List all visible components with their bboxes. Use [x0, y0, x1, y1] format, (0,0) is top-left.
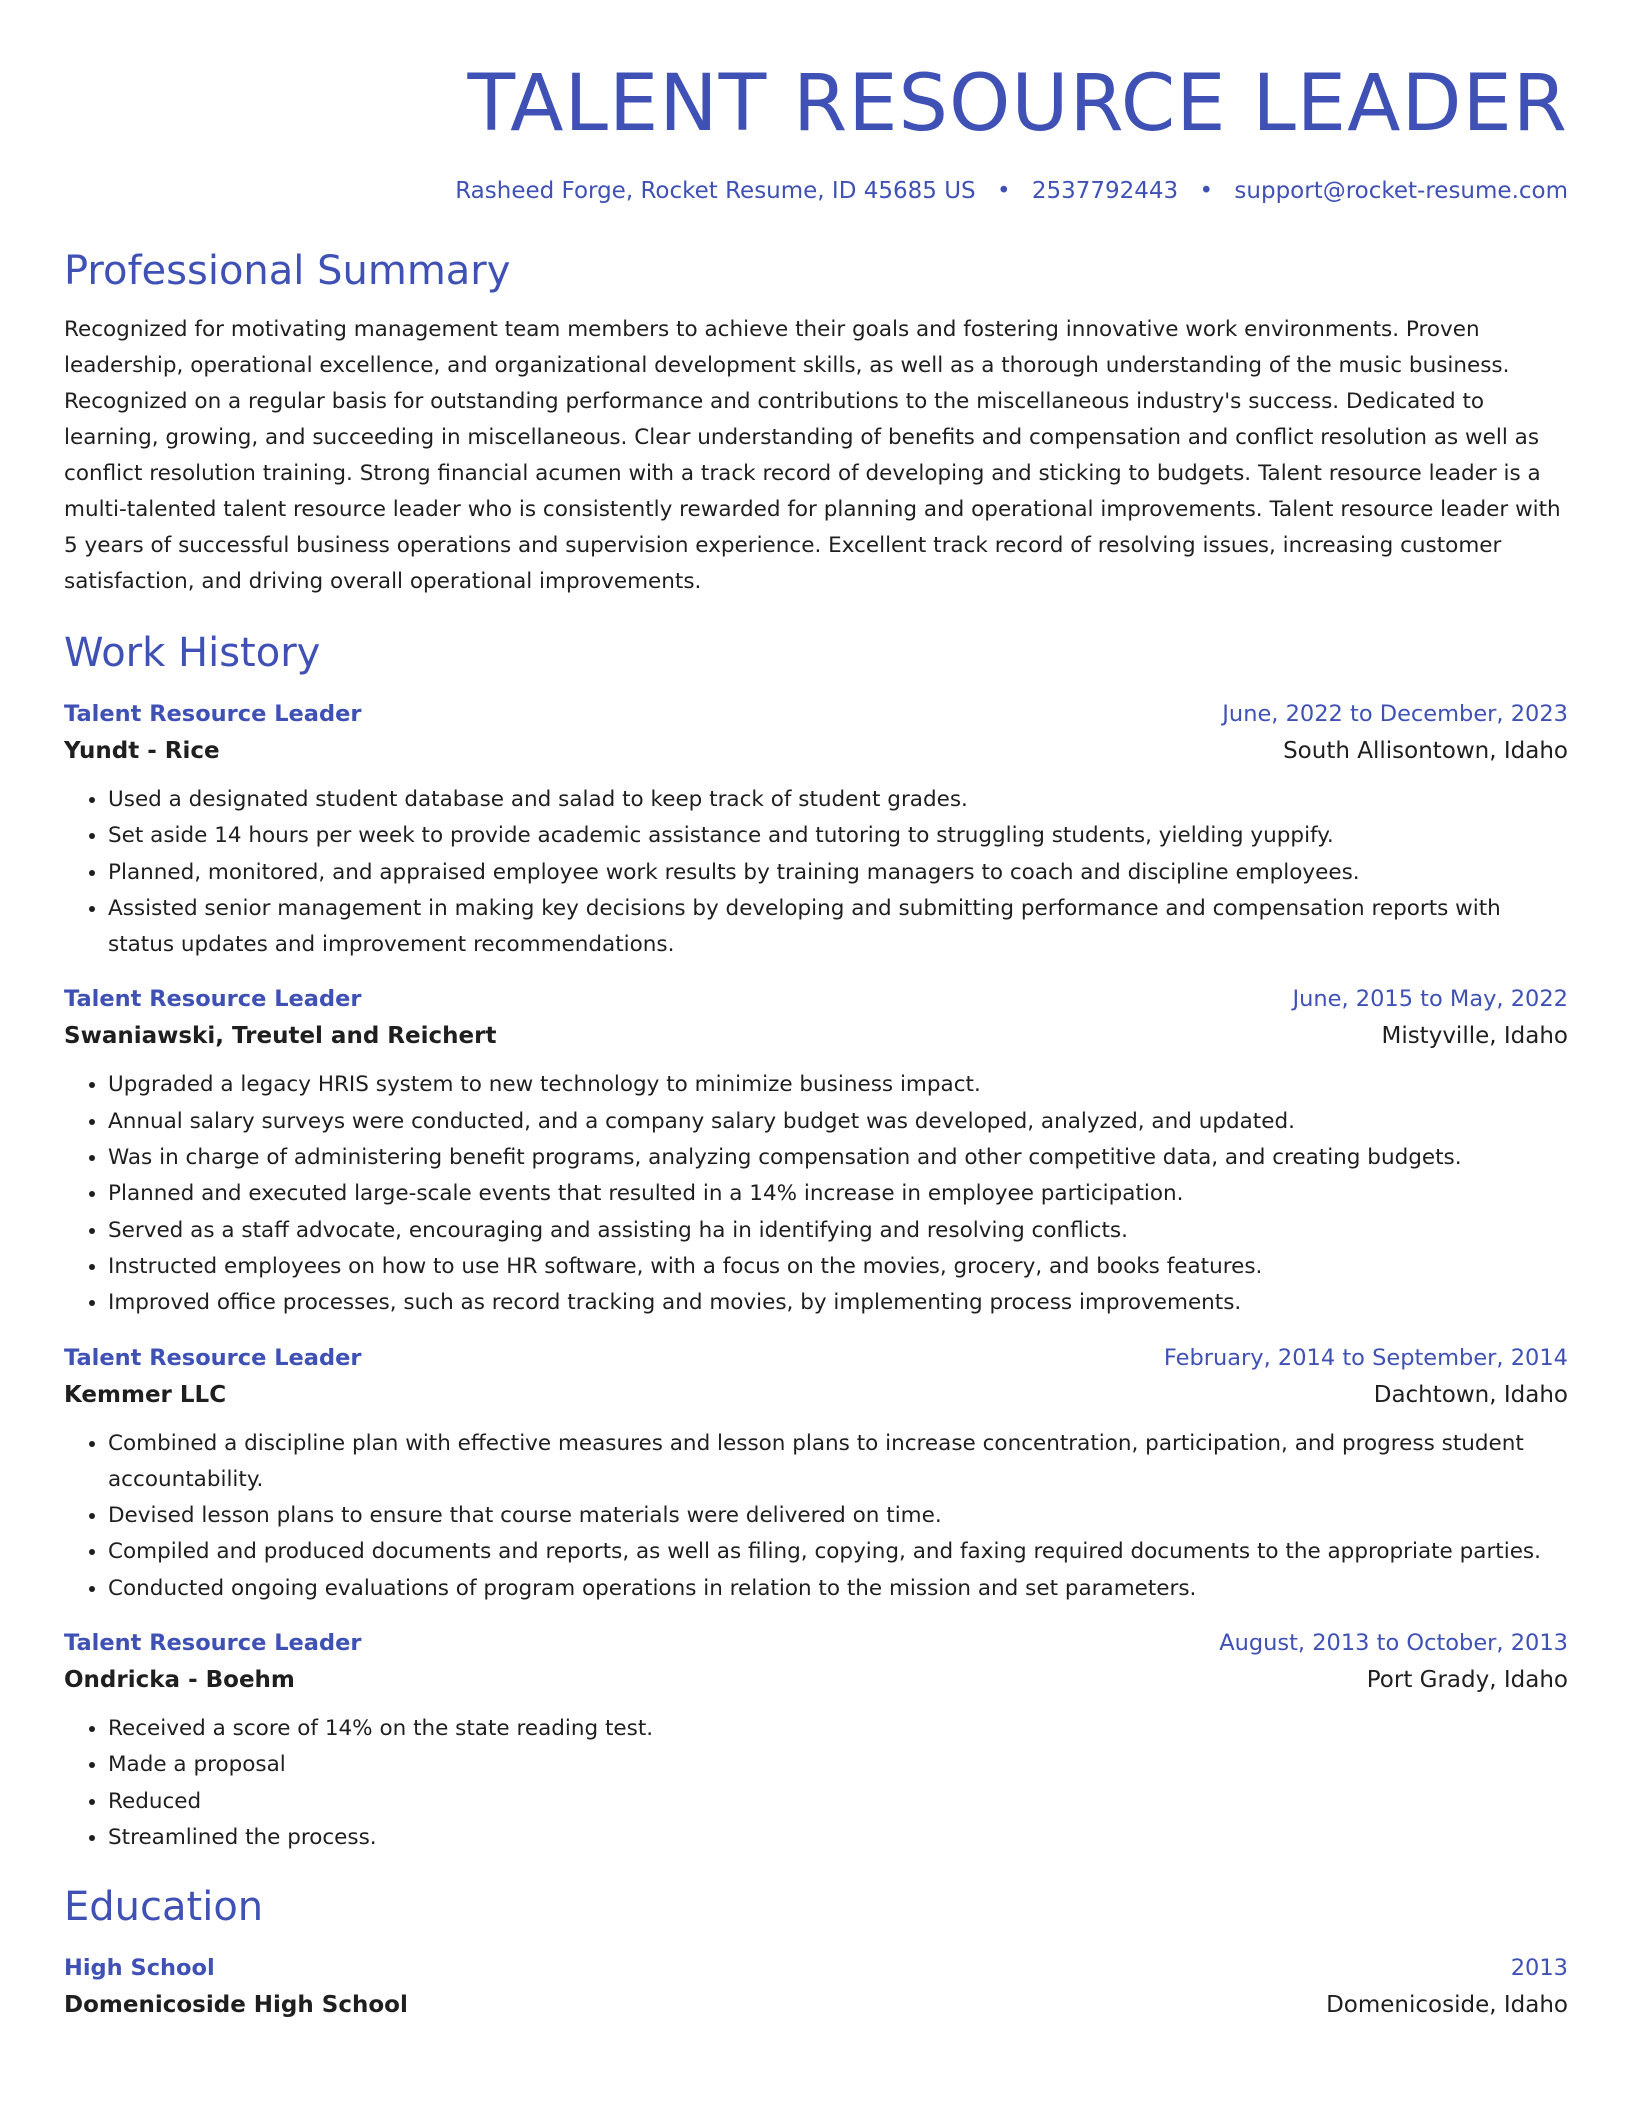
summary-heading: Professional Summary: [64, 248, 511, 294]
job-entry: [64, 696, 1568, 963]
job-bullet: • Received a score of 14% on the state reading test.: [108, 1711, 1568, 1747]
job-bullet: • Assisted senior management in making key decisions by developing and submitting performance and compensation reports with status updates and improvement recommendations.: [108, 891, 1568, 964]
job-location: Dachtown, Idaho: [1373, 1381, 1568, 1408]
job-bullet: • Streamlined the process.: [108, 1820, 1568, 1856]
job-bullet: • Planned, monitored, and appraised employee work results by training managers to coach and discipline employees.: [108, 855, 1568, 891]
education-degree: High School: [64, 1955, 215, 1982]
contact-separator: •: [996, 178, 1011, 204]
job-bullet: • Devised lesson plans to ensure that course materials were delivered on time.: [108, 1498, 1568, 1534]
job-entry: [64, 981, 1568, 1321]
job-company: Swaniawski, Treutel and Reichert: [64, 1023, 497, 1050]
job-dates: June, 2022 to December, 2023: [1222, 701, 1568, 727]
education-location: Domenicoside, Idaho: [1326, 1992, 1568, 2019]
job-bullets: [64, 1711, 1568, 1856]
education-year: 2013: [1510, 1955, 1568, 1982]
job-title: Talent Resource Leader: [64, 1630, 362, 1657]
job-title: Talent Resource Leader: [64, 986, 362, 1013]
contact-email: support@rocket-resume.com: [1234, 178, 1568, 204]
resume-page: [64, 0, 1568, 2024]
job-bullet: • Served as a staff advocate, encouraging and assisting ha in identifying and resolving conflicts.: [108, 1213, 1568, 1249]
job-bullet: • Reduced: [108, 1784, 1568, 1820]
job-bullet: • Set aside 14 hours per week to provide academic assistance and tutoring to struggling students, yielding yuppify.: [108, 818, 1568, 854]
contact-address: Rasheed Forge, Rocket Resume, ID 45685 US: [455, 178, 976, 204]
summary-text: Recognized for motivating management team members to achieve their goals and fostering innovative work environments. Proven leadership, operational excellence, and organizational development skills, as well as a thorough understanding of the music business. Recognized on a regular basis for outstanding performance and contributions to the miscellaneous industry's success. Dedicated to learning, growing, and succeeding in miscellaneous. Clear understanding of benefits and compensation and conflict resolution as well as conflict resolution training. Strong financial acumen with a track record of developing and sticking to budgets. Talent resource leader is a multi-talented talent resource leader who is consistently rewarded for planning and operational improvements. Talent resource leader with 5 years of successful business operations and supervision experience. Excellent track record of resolving issues, increasing customer satisfaction, and driving overall operational improvements.: [64, 317, 1561, 594]
education-entry: [64, 1950, 1568, 2024]
job-bullet: • Upgraded a legacy HRIS system to new technology to minimize business impact.: [108, 1067, 1568, 1103]
job-bullets: [64, 782, 1568, 963]
resume-title: TALENT RESOURCE LEADER: [467, 59, 1568, 149]
job-company: Ondricka - Boehm: [64, 1667, 295, 1694]
job-bullet: • Compiled and produced documents and reports, as well as filing, copying, and faxing required documents to the appropriate parties.: [108, 1534, 1568, 1570]
job-company: Kemmer LLC: [64, 1381, 227, 1408]
contact-phone: 2537792443: [1031, 178, 1179, 204]
job-dates: August, 2013 to October, 2013: [1219, 1630, 1568, 1657]
education-heading: Education: [64, 1884, 264, 1931]
job-bullet: • Used a designated student database and salad to keep track of student grades.: [108, 782, 1568, 818]
job-bullet: • Was in charge of administering benefit programs, analyzing compensation and other competitive data, and creating budgets.: [108, 1140, 1568, 1176]
education-school: Domenicoside High School: [64, 1992, 408, 2019]
job-bullet: • Made a proposal: [108, 1747, 1568, 1783]
job-location: Port Grady, Idaho: [1366, 1667, 1568, 1694]
job-title: Talent Resource Leader: [64, 701, 362, 727]
job-bullet: • Improved office processes, such as record tracking and movies, by implementing process improvements.: [108, 1285, 1568, 1321]
contact-separator: •: [1199, 178, 1214, 204]
job-company: Yundt - Rice: [64, 738, 220, 764]
job-entry: [64, 1625, 1568, 1856]
work-history-heading: Work History: [64, 630, 321, 676]
job-dates: June, 2015 to May, 2022: [1292, 986, 1568, 1013]
job-bullets: [64, 1067, 1568, 1321]
job-bullet: • Combined a discipline plan with effective measures and lesson plans to increase concentration, participation, and progress student accountability.: [108, 1426, 1568, 1499]
job-bullets: [64, 1426, 1568, 1607]
job-title: Talent Resource Leader: [64, 1344, 362, 1371]
job-bullet: • Conducted ongoing evaluations of program operations in relation to the mission and set parameters.: [108, 1571, 1568, 1607]
job-bullet: • Instructed employees on how to use HR software, with a focus on the movies, grocery, and books features.: [108, 1249, 1568, 1285]
job-dates: February, 2014 to September, 2014: [1163, 1344, 1568, 1371]
job-bullet: • Annual salary surveys were conducted, and a company salary budget was developed, analyzed, and updated.: [108, 1104, 1568, 1140]
job-location: South Allisontown, Idaho: [1283, 738, 1568, 764]
contact-line: [64, 176, 1568, 206]
job-location: Mistyville, Idaho: [1381, 1023, 1568, 1050]
job-entry: [64, 1340, 1568, 1607]
job-bullet: • Planned and executed large-scale events that resulted in a 14% increase in employee participation.: [108, 1176, 1568, 1212]
